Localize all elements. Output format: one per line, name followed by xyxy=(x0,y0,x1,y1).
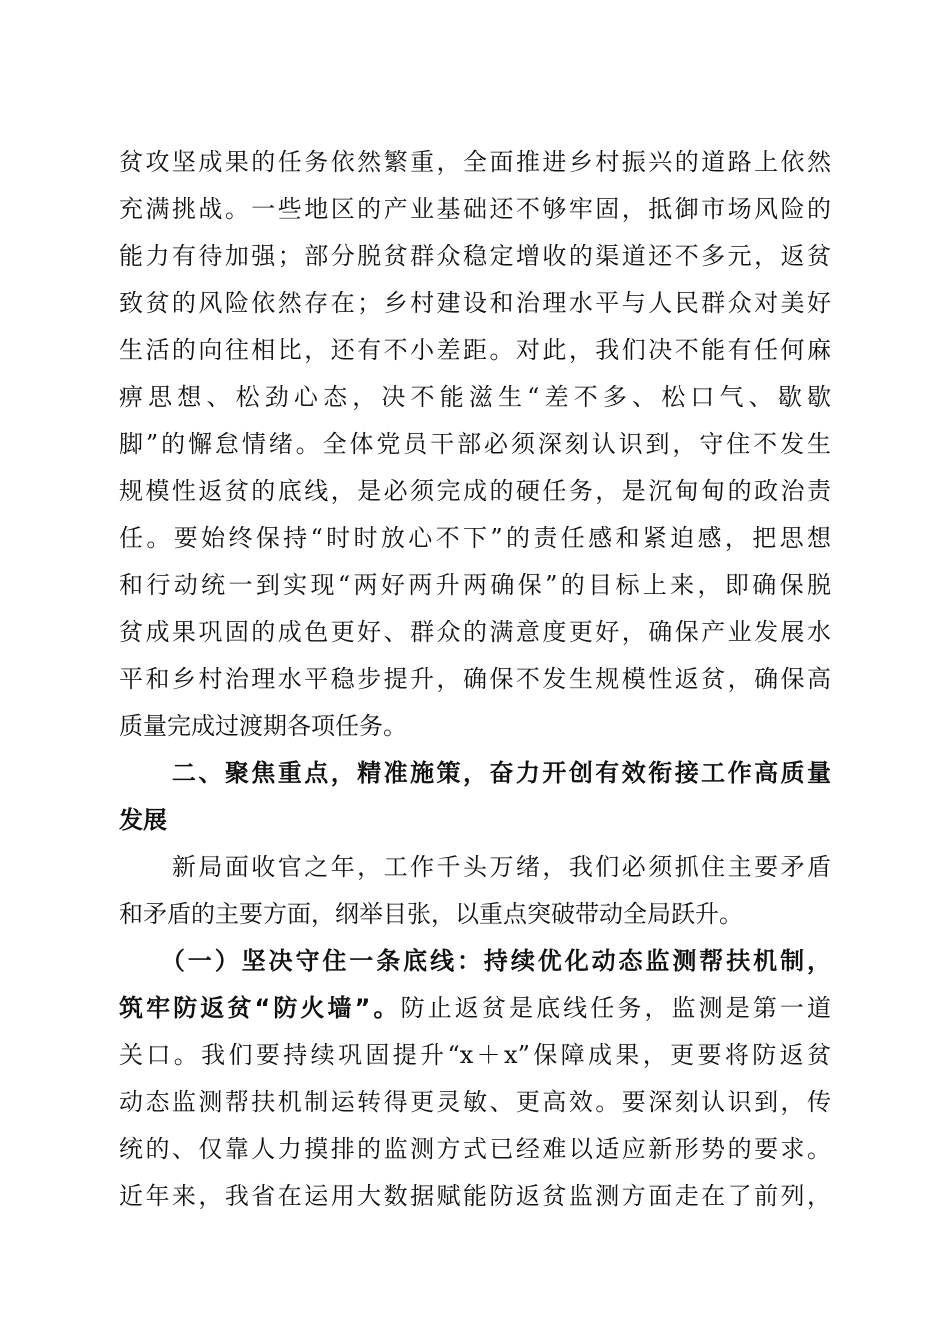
paragraph-1-line-2: 充满挑战。一些地区的产业基础还不够牢固，抵御市场风险的 xyxy=(119,195,831,223)
paragraph-1-line-3: 能力有待加强；部分脱贫群众稳定增收的渠道还不多元，返贫 xyxy=(119,242,831,270)
paragraph-3-line-3: 统的、仅靠人力摸排的监测方式已经难以适应新形势的要求。 xyxy=(119,1135,831,1163)
paragraph-1-line-4: 致贫的风险依然存在；乡村建设和治理水平与人民群众对美好 xyxy=(119,289,831,317)
paragraph-3-first-text: 防止返贫是底线任务，监测是第一道 xyxy=(400,994,832,1022)
paragraph-1-line-9: 任。要始终保持“时时放心不下”的责任感和紧迫感，把思想 xyxy=(119,524,831,552)
section-heading-2-line-2: 发展 xyxy=(119,806,167,834)
paragraph-1-line-12: 平和乡村治理水平稳步提升，确保不发生规模性返贫，确保高 xyxy=(119,665,831,693)
paragraph-2-line-1: 新局面收官之年，工作千头万绪，我们必须抓住主要矛盾 xyxy=(119,853,831,881)
paragraph-3-line-4: 近年来，我省在运用大数据赋能防返贫监测方面走在了前列， xyxy=(119,1182,831,1210)
paragraph-2-line-2: 和矛盾的主要方面，纲举目张，以重点突破带动全局跃升。 xyxy=(119,900,743,928)
paragraph-1-line-5: 生活的向往相比，还有不小差距。对此，我们决不能有任何麻 xyxy=(119,336,831,364)
paragraph-1-line-1: 贫攻坚成果的任务依然繁重，全面推进乡村振兴的道路上依然 xyxy=(119,148,831,176)
paragraph-1-line-13: 质量完成过渡期各项任务。 xyxy=(119,712,407,740)
paragraph-3-line-1: 关口。我们要持续巩固提升“x＋x”保障成果，更要将防返贫 xyxy=(119,1041,831,1069)
subheading-1-lead-text: 筑牢防返贫“防火墙”。 xyxy=(119,994,401,1022)
subheading-1-line-2 xyxy=(119,988,831,1028)
paragraph-3-line-2: 动态监测帮扶机制运转得更灵敏、更高效。要深刻认识到，传 xyxy=(119,1088,831,1116)
paragraph-1-line-11: 贫成果巩固的成色更好、群众的满意度更好，确保产业发展水 xyxy=(119,618,831,646)
paragraph-1-line-10: 和行动统一到实现“两好两升两确保”的目标上来，即确保脱 xyxy=(119,571,831,599)
paragraph-1-line-6: 痹思想、松劲心态，决不能滋生“差不多、松口气、歇歇 xyxy=(119,383,831,411)
paragraph-1-line-7: 脚”的懈怠情绪。全体党员干部必须深刻认识到，守住不发生 xyxy=(119,430,831,458)
paragraph-1-line-8: 规模性返贫的底线，是必须完成的硬任务，是沉甸甸的政治责 xyxy=(119,477,831,505)
subheading-1-line-1: （一）坚决守住一条底线：持续优化动态监测帮扶机制， xyxy=(119,947,831,975)
section-heading-2-line-1: 二、聚焦重点，精准施策，奋力开创有效衔接工作高质量 xyxy=(119,759,831,787)
